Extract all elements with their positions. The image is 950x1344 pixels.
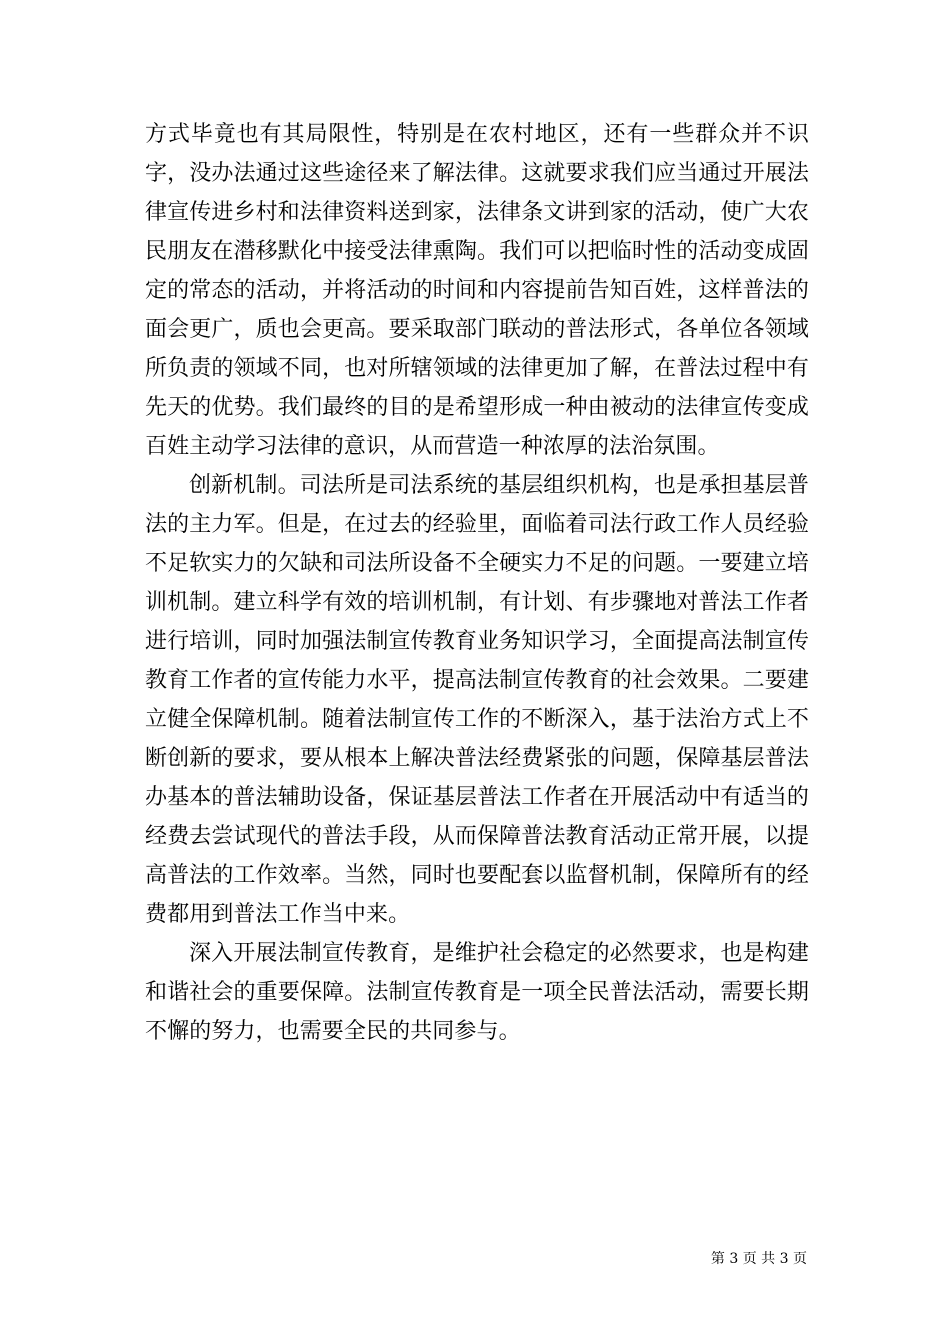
page-number-footer: 第 3 页 共 3 页 (710, 1251, 807, 1267)
paragraph-3: 深入开展法制宣传教育，是维护社会稳定的必然要求，也是构建和谐社会的重要保障。法制宣传教育是一项全民普法活动，需要长期不懈的努力，也需要全民的共同参与。 (145, 941, 809, 1044)
paragraph-2: 创新机制。司法所是司法系统的基层组织机构，也是承担基层普法的主力军。但是，在过去的经验里，面临着司法行政工作人员经验不足软实力的欠缺和司法所设备不全硬实力不足的问题。一要建立培训机制。建立科学有效的培训机制，有计划、有步骤地对普法工作者进行培训，同时加强法制宣传教育业务知识学习，全面提高法制宣传教育工作者的宣传能力水平，提高法制宣传教育的社会效果。二要建立健全保障机制。随着法制宣传工作的不断深入，基于法治方式上不断创新的要求，要从根本上解决普法经费紧张的问题，保障基层普法办基本的普法辅助设备，保证基层普法工作者在开展活动中有适当的经费去尝试现代的普法手段，从而保障普法教育活动正常开展，以提高普法的工作效率。当然，同时也要配套以监督机制，保障所有的经费都用到普法工作当中来。 (145, 473, 809, 927)
paragraph-1: 方式毕竟也有其局限性，特别是在农村地区，还有一些群众并不识字，没办法通过这些途径来了解法律。这就要求我们应当通过开展法律宣传进乡村和法律资料送到家，法律条文讲到家的活动，使广大农民朋友在潜移默化中接受法律熏陶。我们可以把临时性的活动变成固定的常态的活动，并将活动的时间和内容提前告知百姓，这样普法的面会更广，质也会更高。要采取部门联动的普法形式，各单位各领域所负责的领域不同，也对所辖领域的法律更加了解，在普法过程中有先天的优势。我们最终的目的是希望形成一种由被动的法律宣传变成百姓主动学习法律的意识，从而营造一种浓厚的法治氛围。 (145, 122, 809, 459)
document-body (145, 115, 809, 1051)
